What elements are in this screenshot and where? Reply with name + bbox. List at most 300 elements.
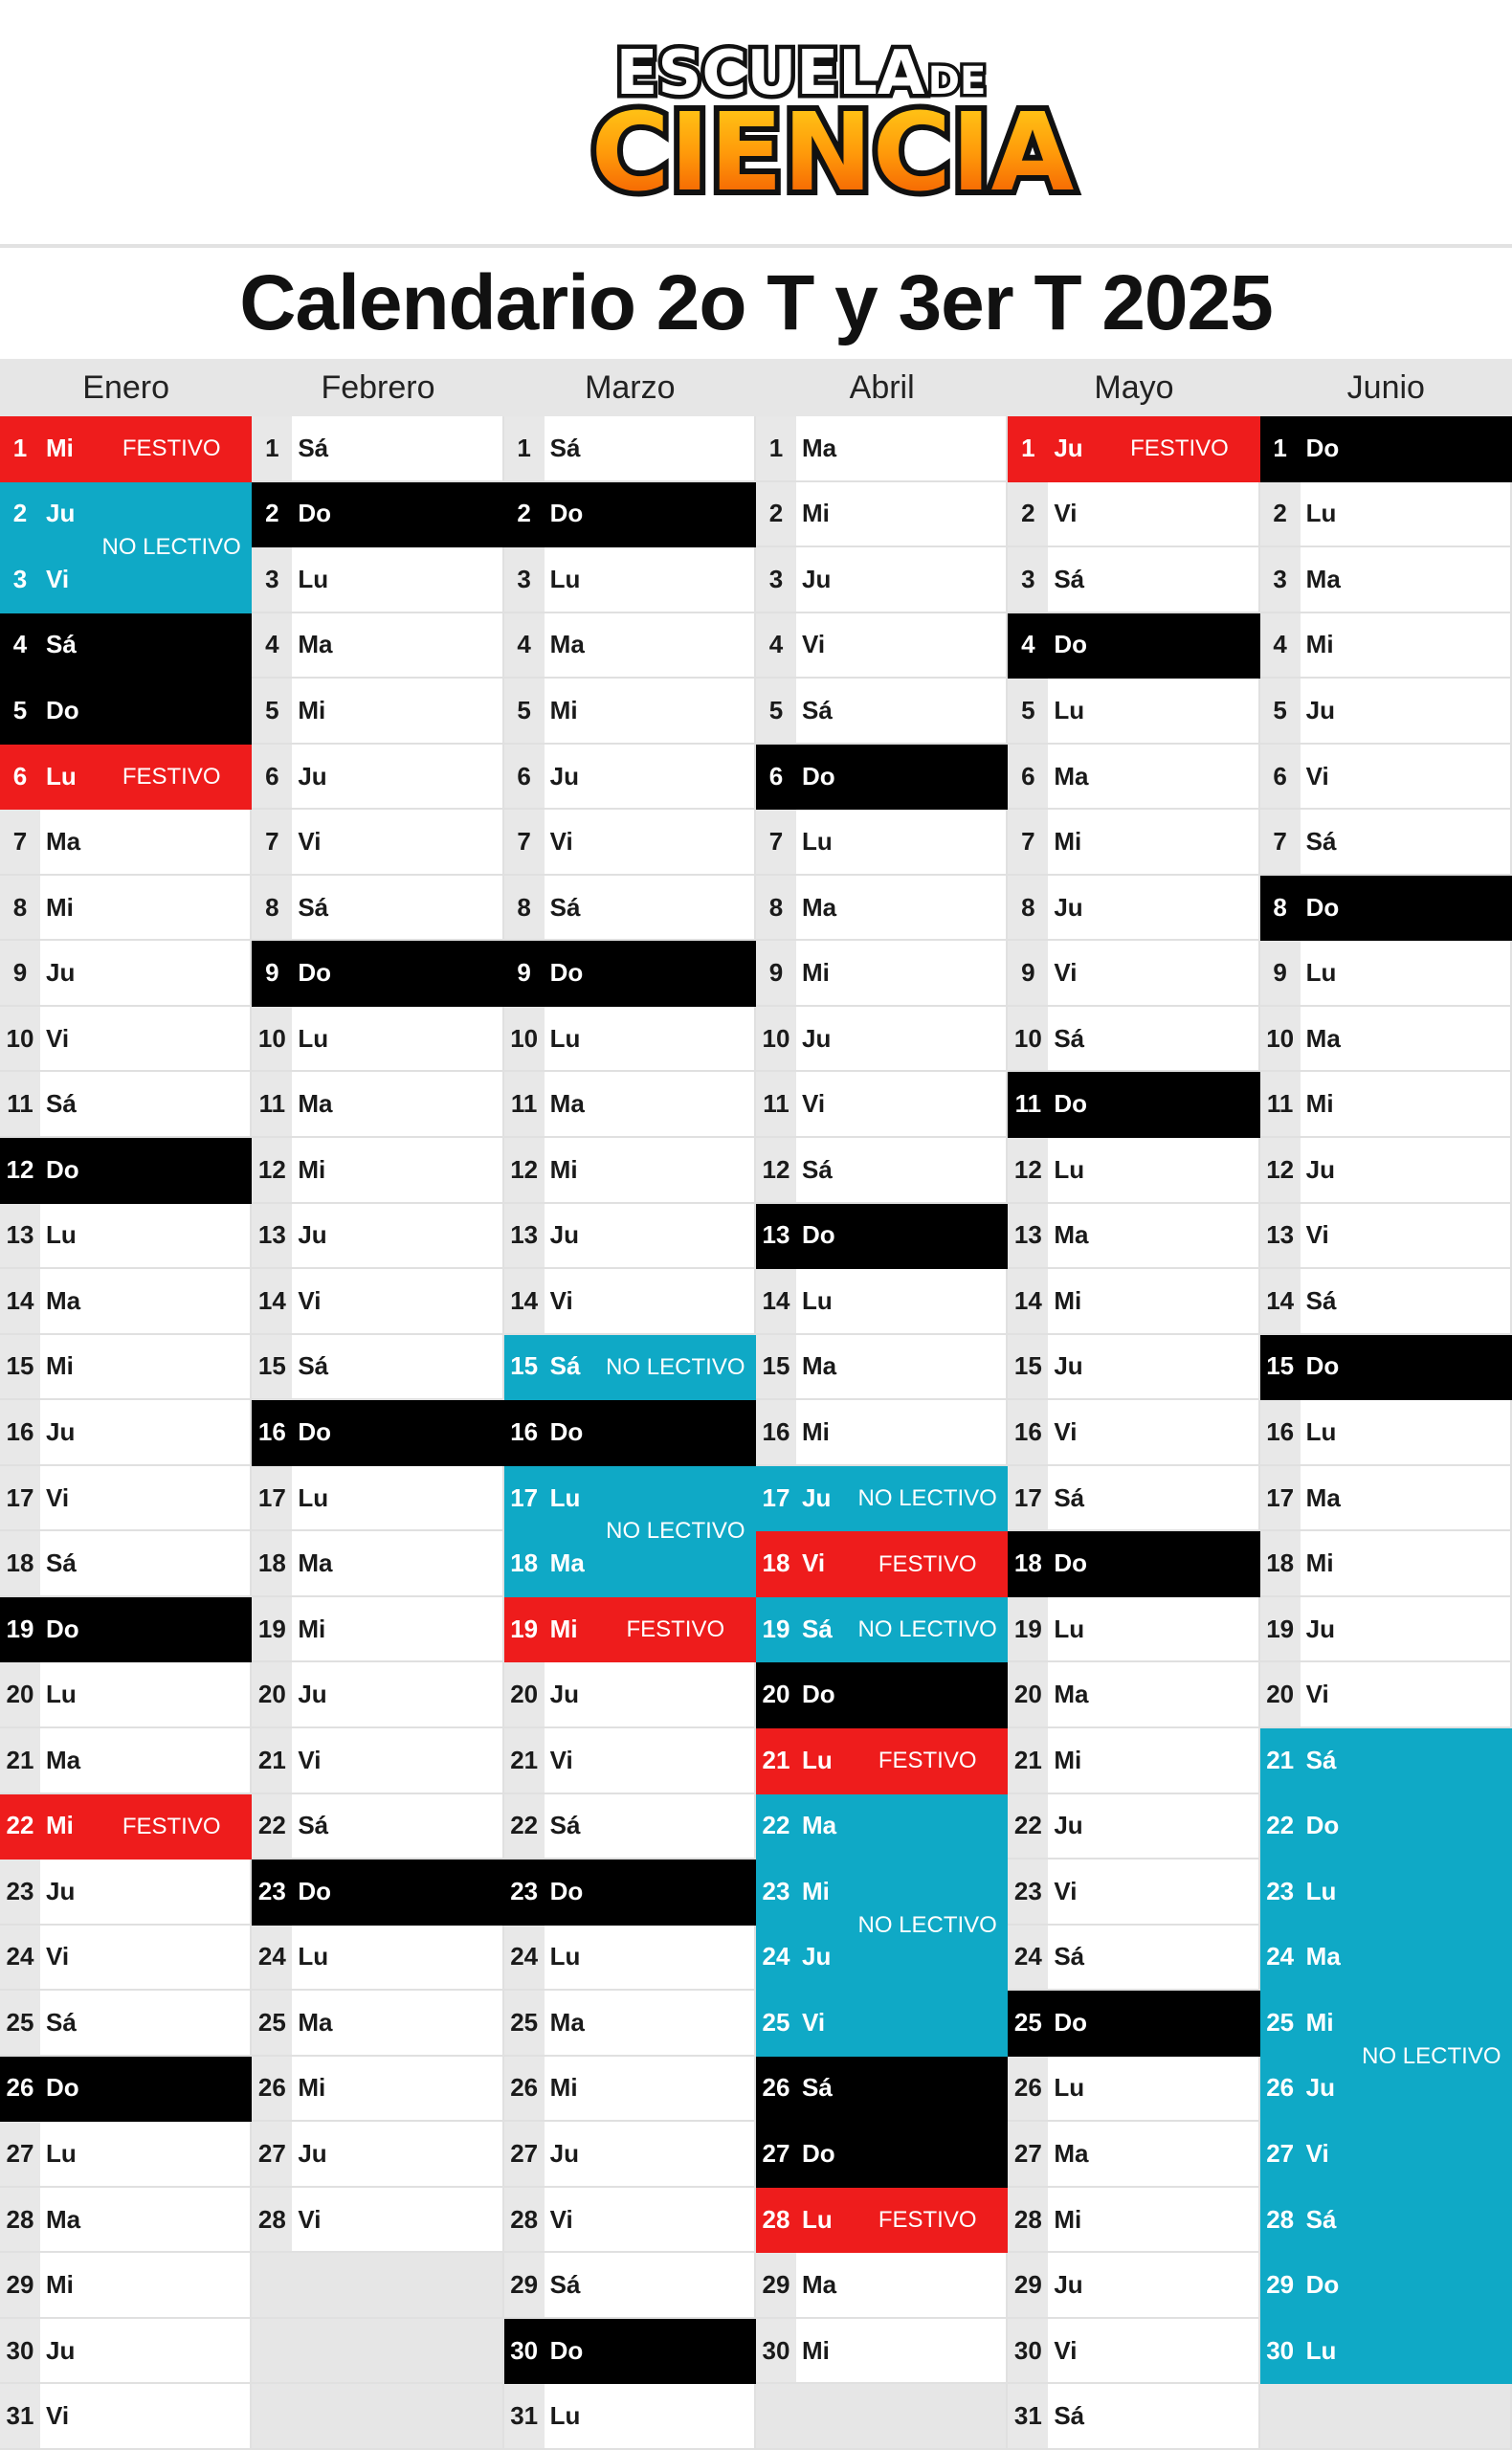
weekday-label: Ju [802,1482,832,1512]
day-number: 21 [1260,1728,1301,1793]
day-cell [1260,1662,1512,1728]
day-cell [252,2122,503,2188]
day-number: 13 [756,1204,796,1268]
day-cell [252,1926,503,1992]
weekday-label: Do [549,1876,584,1905]
day-cell [504,547,756,613]
day-cell [504,1204,756,1270]
day-number: 15 [252,1335,292,1399]
weekday-label: Ma [298,2007,333,2037]
weekday-label: Lu [549,1482,581,1512]
weekday-label: Lu [1305,1876,1337,1905]
day-number: 8 [504,876,545,940]
day-cell [0,941,252,1007]
day-cell [504,2057,756,2123]
day-number: 30 [1260,2319,1301,2383]
day-number: 14 [1260,1269,1301,1333]
day-number: 3 [252,547,292,612]
weekday-label: Ma [298,1089,333,1119]
weekday-label: Do [1305,433,1340,462]
day-cell [756,1597,1008,1663]
day-cell [504,1860,756,1926]
weekday-label: Sá [802,1614,833,1643]
day-cell [1260,482,1512,548]
day-cell [1260,416,1512,482]
weekday-label: Ju [46,1416,76,1446]
day-number: 29 [1008,2253,1048,2317]
day-cell [1008,1597,1259,1663]
day-cell [504,679,756,745]
weekday-label: Lu [46,2139,77,2169]
day-number: 6 [0,745,40,809]
weekday-label: Ma [1054,2139,1089,2169]
day-cell [756,1991,1008,2057]
day-cell [0,2319,252,2385]
day-number: 10 [504,1007,545,1071]
day-cell [1260,2188,1512,2254]
day-cell [252,1728,503,1794]
day-cell [504,1400,756,1466]
day-cell [504,613,756,679]
day-number: 2 [0,482,40,546]
day-cell [1260,810,1512,876]
day-cell [504,941,756,1007]
day-cell [252,1531,503,1597]
day-cell [756,745,1008,811]
day-number: 2 [504,482,545,546]
weekday-label: Vi [802,630,826,659]
weekday-label: Ma [1305,564,1341,593]
weekday-label: Lu [549,1942,581,1971]
day-number: 24 [1260,1926,1301,1990]
day-number: 17 [1260,1466,1301,1530]
empty-cell [252,2384,503,2450]
day-number: 1 [0,416,40,480]
weekday-label: Do [802,1680,835,1709]
day-cell [1008,1860,1259,1926]
day-number: 23 [504,1860,545,1924]
day-number: 22 [756,1794,796,1859]
weekday-label: Lu [46,761,77,791]
weekday-label: Sá [802,1154,833,1184]
weekday-label: Mi [46,1351,74,1381]
weekday-label: Sá [298,892,329,922]
weekday-label: Ju [802,1023,832,1053]
day-number: 11 [252,1072,292,1136]
day-cell [0,1728,252,1794]
day-number: 17 [252,1466,292,1530]
day-number: 22 [504,1794,545,1859]
weekday-label: Ma [549,1548,585,1578]
day-cell [252,1991,503,2057]
day-number: 4 [756,613,796,678]
weekday-label: Do [1054,1089,1087,1119]
day-number: 15 [0,1335,40,1399]
day-cell [756,613,1008,679]
weekday-label: Do [46,695,79,724]
weekday-label: Sá [549,1351,581,1381]
no-lectivo-label: NO LECTIVO [606,1518,745,1545]
day-cell [756,2319,1008,2385]
day-cell [756,1335,1008,1401]
weekday-label: Ju [1305,695,1335,724]
weekday-label: Vi [1054,1876,1078,1905]
day-cell [756,1466,1008,1532]
day-number: 11 [504,1072,545,1136]
day-cell [252,1007,503,1073]
weekday-label: Ma [1054,761,1089,791]
weekday-label: Sá [802,2073,833,2103]
weekday-label: Do [549,499,584,528]
day-cell [0,2188,252,2254]
weekday-label: Mi [46,892,74,922]
day-number: 10 [252,1007,292,1071]
day-number: 24 [252,1926,292,1990]
day-cell [252,1662,503,1728]
day-number: 18 [756,1531,796,1595]
day-cell [1260,2057,1512,2123]
day-number: 24 [504,1926,545,1990]
no-lectivo-label: NO LECTIVO [606,1353,745,1380]
festivo-label: FESTIVO [122,1813,221,1839]
weekday-label: Ma [1054,1680,1089,1709]
day-number: 16 [1008,1400,1048,1464]
day-cell [1260,547,1512,613]
weekday-label: Ju [1054,2270,1083,2300]
day-number: 31 [0,2384,40,2448]
no-lectivo-label: NO LECTIVO [857,1911,997,1938]
weekday-label: Mi [298,1614,326,1643]
day-cell [504,1926,756,1992]
day-cell [1260,1860,1512,1926]
day-number: 18 [252,1531,292,1595]
weekday-label: Do [1305,2270,1340,2300]
day-number: 16 [504,1400,545,1464]
day-number: 25 [252,1991,292,2055]
day-cell [1260,1335,1512,1401]
month-header-febrero: Febrero [252,359,503,416]
weekday-label: Lu [1305,1416,1337,1446]
day-cell [252,941,503,1007]
day-number: 29 [1260,2253,1301,2317]
day-number: 11 [1008,1072,1048,1136]
day-number: 6 [504,745,545,809]
day-number: 9 [504,941,545,1005]
day-number: 3 [1260,547,1301,612]
day-number: 19 [504,1597,545,1661]
day-cell [252,2188,503,2254]
day-number: 15 [756,1335,796,1399]
day-number: 27 [252,2122,292,2186]
weekday-label: Ma [46,2204,81,2234]
day-number: 19 [756,1597,796,1661]
weekday-label: Lu [298,1482,329,1512]
day-cell [504,1138,756,1204]
day-cell [0,416,252,482]
weekday-label: Lu [802,1745,833,1774]
day-cell [756,1926,1008,1992]
weekday-label: Lu [549,1023,581,1053]
day-cell [756,1007,1008,1073]
day-number: 24 [0,1926,40,1990]
day-number: 5 [756,679,796,743]
weekday-label: Do [802,2139,835,2169]
weekday-label: Vi [1305,1220,1329,1250]
day-number: 7 [252,810,292,874]
day-cell [756,1860,1008,1926]
weekday-label: Do [549,2335,584,2365]
weekday-label: Ma [802,433,837,462]
weekday-label: Lu [1054,1614,1085,1643]
day-cell [756,1204,1008,1270]
weekday-label: Mi [298,1154,326,1184]
day-number: 7 [1008,810,1048,874]
weekday-label: Ju [298,761,327,791]
weekday-label: Lu [802,827,833,857]
weekday-label: Do [549,1416,584,1446]
day-number: 20 [756,1662,796,1726]
day-number: 17 [1008,1466,1048,1530]
day-cell [1008,613,1259,679]
weekday-label: Ju [549,2139,579,2169]
day-cell [756,1794,1008,1860]
day-cell [0,613,252,679]
day-cell [0,745,252,811]
day-number: 18 [504,1531,545,1595]
day-cell [504,482,756,548]
day-cell [1260,1007,1512,1073]
day-number: 7 [756,810,796,874]
weekday-label: Vi [298,2204,322,2234]
weekday-label: Sá [1054,564,1085,593]
day-number: 30 [756,2319,796,2383]
weekday-label: Sá [549,433,581,462]
day-number: 22 [252,1794,292,1859]
weekday-label: Ma [298,630,333,659]
day-cell [0,1400,252,1466]
day-number: 28 [252,2188,292,2252]
weekday-label: Mi [802,958,830,988]
day-cell [1260,1926,1512,1992]
day-cell [1260,613,1512,679]
day-number: 4 [504,613,545,678]
day-cell [1260,2122,1512,2188]
day-cell [504,1597,756,1663]
day-number: 8 [0,876,40,940]
day-cell [1008,2384,1259,2450]
day-cell [0,1597,252,1663]
month-header-junio: Junio [1260,359,1512,416]
day-cell [756,547,1008,613]
escuela-de-ciencia-logo [0,0,1512,244]
weekday-label: Ma [549,1089,585,1119]
day-cell [504,810,756,876]
day-number: 10 [1008,1007,1048,1071]
day-cell [1260,1204,1512,1270]
day-cell [252,1204,503,1270]
day-cell [1008,1728,1259,1794]
empty-cell [252,2319,503,2385]
day-cell [1260,1794,1512,1860]
weekday-label: Do [298,1416,331,1446]
weekday-label: Sá [46,1548,77,1578]
day-cell [1260,745,1512,811]
day-number: 29 [0,2253,40,2317]
day-cell [252,1860,503,1926]
day-number: 30 [1008,2319,1048,2383]
day-cell [0,482,252,548]
weekday-label: Ju [46,1876,76,1905]
day-number: 12 [252,1138,292,1202]
day-number: 2 [756,482,796,546]
day-number: 8 [1008,876,1048,940]
day-cell [0,2253,252,2319]
day-number: 19 [0,1597,40,1661]
weekday-label: Vi [1054,958,1078,988]
day-cell [1260,1991,1512,2057]
festivo-label: FESTIVO [878,2207,977,2234]
weekday-label: Mi [549,695,578,724]
day-cell [504,1335,756,1401]
day-cell [0,1269,252,1335]
day-cell [1260,1138,1512,1204]
day-number: 2 [252,482,292,546]
day-cell [756,1531,1008,1597]
day-number: 19 [252,1597,292,1661]
day-number: 8 [756,876,796,940]
day-cell [1260,679,1512,745]
day-number: 16 [756,1400,796,1464]
day-cell [1260,1531,1512,1597]
day-number: 1 [252,416,292,480]
weekday-label: Vi [802,1548,826,1578]
calendar-grid [0,359,1512,2450]
weekday-label: Ma [46,827,81,857]
day-number: 18 [1260,1531,1301,1595]
logo-line1: ESCUELA [615,38,925,109]
weekday-label: Vi [298,1745,322,1774]
day-number: 4 [0,613,40,678]
weekday-label: Ma [298,1548,333,1578]
day-cell [1008,547,1259,613]
weekday-label: Do [298,1876,331,1905]
day-number: 28 [1260,2188,1301,2252]
day-number: 31 [1008,2384,1048,2448]
weekday-label: Do [1054,2007,1087,2037]
weekday-label: Mi [46,1811,74,1840]
weekday-label: Do [1054,1548,1087,1578]
day-number: 20 [504,1662,545,1726]
day-cell [1260,1269,1512,1335]
day-number: 10 [1260,1007,1301,1071]
month-header-enero: Enero [0,359,252,416]
day-number: 27 [1260,2122,1301,2186]
day-cell [0,1072,252,1138]
day-cell [1260,876,1512,942]
day-cell [1008,1400,1259,1466]
weekday-label: Lu [549,2401,581,2431]
day-number: 3 [1008,547,1048,612]
day-cell [756,1269,1008,1335]
day-number: 19 [1260,1597,1301,1661]
day-cell [756,1138,1008,1204]
weekday-label: Lu [298,564,329,593]
day-cell [1008,810,1259,876]
no-lectivo-label: NO LECTIVO [857,1616,997,1643]
day-number: 14 [1008,1269,1048,1333]
day-cell [252,1466,503,1532]
weekday-label: Vi [298,1285,322,1315]
day-number: 28 [756,2188,796,2252]
day-number: 16 [0,1400,40,1464]
day-number: 7 [504,810,545,874]
day-cell [504,2384,756,2450]
day-number: 11 [1260,1072,1301,1136]
day-cell [1008,679,1259,745]
day-number: 25 [1260,1991,1301,2055]
weekday-label: Do [549,958,584,988]
day-cell [504,1991,756,2057]
day-cell [1008,876,1259,942]
day-number: 30 [0,2319,40,2383]
day-cell [252,482,503,548]
day-number: 16 [252,1400,292,1464]
day-cell [504,1007,756,1073]
day-number: 28 [1008,2188,1048,2252]
weekday-label: Vi [46,2401,70,2431]
day-cell [504,876,756,942]
day-number: 20 [252,1662,292,1726]
weekday-label: Vi [1054,2335,1078,2365]
day-cell [756,2122,1008,2188]
day-cell [504,2122,756,2188]
day-number: 8 [252,876,292,940]
day-number: 23 [1260,1860,1301,1924]
day-number: 23 [0,1860,40,1924]
weekday-label: Ju [1305,1614,1335,1643]
day-cell [756,941,1008,1007]
day-cell [0,1794,252,1860]
weekday-label: Lu [1054,695,1085,724]
day-cell [252,416,503,482]
day-number: 1 [504,416,545,480]
day-number: 25 [756,1991,796,2055]
weekday-label: Ju [298,1680,327,1709]
day-cell [252,1794,503,1860]
day-number: 6 [252,745,292,809]
day-cell [252,1597,503,1663]
weekday-label: Ma [1305,1942,1341,1971]
weekday-label: Ma [1305,1482,1341,1512]
weekday-label: Ju [549,761,579,791]
weekday-label: Mi [1305,1548,1334,1578]
day-cell [1260,2319,1512,2385]
day-number: 21 [252,1728,292,1793]
day-cell [0,1466,252,1532]
weekday-label: Ju [1305,1154,1335,1184]
weekday-label: Mi [1305,2007,1334,2037]
day-number: 27 [504,2122,545,2186]
day-cell [504,1728,756,1794]
day-number: 12 [1008,1138,1048,1202]
weekday-label: Sá [1305,1285,1337,1315]
day-number: 25 [1008,1991,1048,2055]
day-cell [0,1007,252,1073]
weekday-label: Vi [298,827,322,857]
weekday-label: Mi [1305,630,1334,659]
weekday-label: Lu [46,1680,77,1709]
weekday-label: Lu [802,2204,833,2234]
